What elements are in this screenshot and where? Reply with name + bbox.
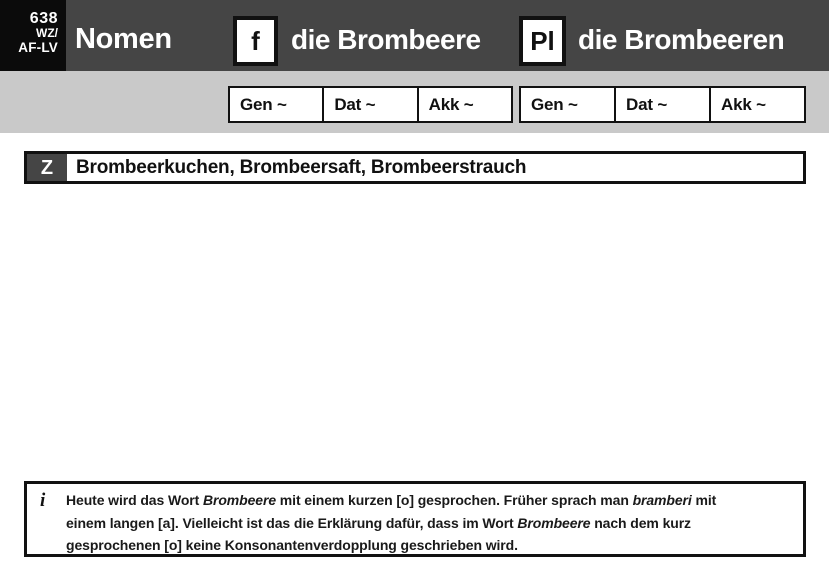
info-line-1-seg-2: mit einem kurzen [o] gesprochen. Früher sprach man xyxy=(276,492,633,508)
case-cell-dat-singular: Dat ~ xyxy=(322,88,416,121)
info-line-2-word-italic-1: Brombeere xyxy=(517,514,591,531)
compounds-tag: Z xyxy=(27,154,67,181)
info-line-2-seg-0: einem langen [a]. Vielleicht ist das die Erklärung dafür, dass im Wort xyxy=(66,514,518,531)
info-box xyxy=(24,481,806,557)
plural-headword: die Brombeeren xyxy=(578,24,785,55)
info-line-1-word-italic-2: bramberi xyxy=(632,492,692,508)
info-line-1-seg-0: Heute wird das Wort xyxy=(66,492,203,508)
case-cell-gen-singular: Gen ~ xyxy=(240,94,287,114)
info-text xyxy=(66,489,716,557)
case-cell-akk-singular: Akk ~ xyxy=(417,88,511,121)
case-cell-dat-plural: Dat ~ xyxy=(614,88,709,121)
card-code-wz: WZ/ xyxy=(36,26,58,40)
info-line-2-seg-2: nach dem kurz xyxy=(590,514,691,531)
plural-case-table xyxy=(519,86,806,123)
info-line-3: gesprochenen [o] keine Konsonantenverdopplung geschrieben wird. xyxy=(66,537,518,553)
compounds-text: Brombeerkuchen, Brombeersaft, Brombeerstrauch xyxy=(76,156,527,178)
info-line-1-seg-4: mit xyxy=(691,492,717,508)
case-cell-gen-plural: Gen ~ xyxy=(531,94,578,114)
info-line-2 xyxy=(66,512,716,535)
header-bar xyxy=(0,0,829,71)
card-id-box xyxy=(0,0,66,72)
singular-headword: die Brombeere xyxy=(291,24,481,55)
info-line-1-word-italic-1: Brombeere xyxy=(202,492,277,508)
plural-tag-box: Pl xyxy=(519,16,566,66)
gender-tag-box: f xyxy=(233,16,278,66)
compounds-row xyxy=(24,151,806,184)
card-code-aflv: AF-LV xyxy=(18,40,58,55)
case-band xyxy=(0,71,829,133)
word-class-label: Nomen xyxy=(75,23,172,55)
case-cell-akk-plural: Akk ~ xyxy=(709,88,804,121)
info-line-1 xyxy=(66,489,716,512)
singular-case-table xyxy=(228,86,513,123)
info-icon: i xyxy=(40,490,46,511)
card-number: 638 xyxy=(29,10,58,27)
